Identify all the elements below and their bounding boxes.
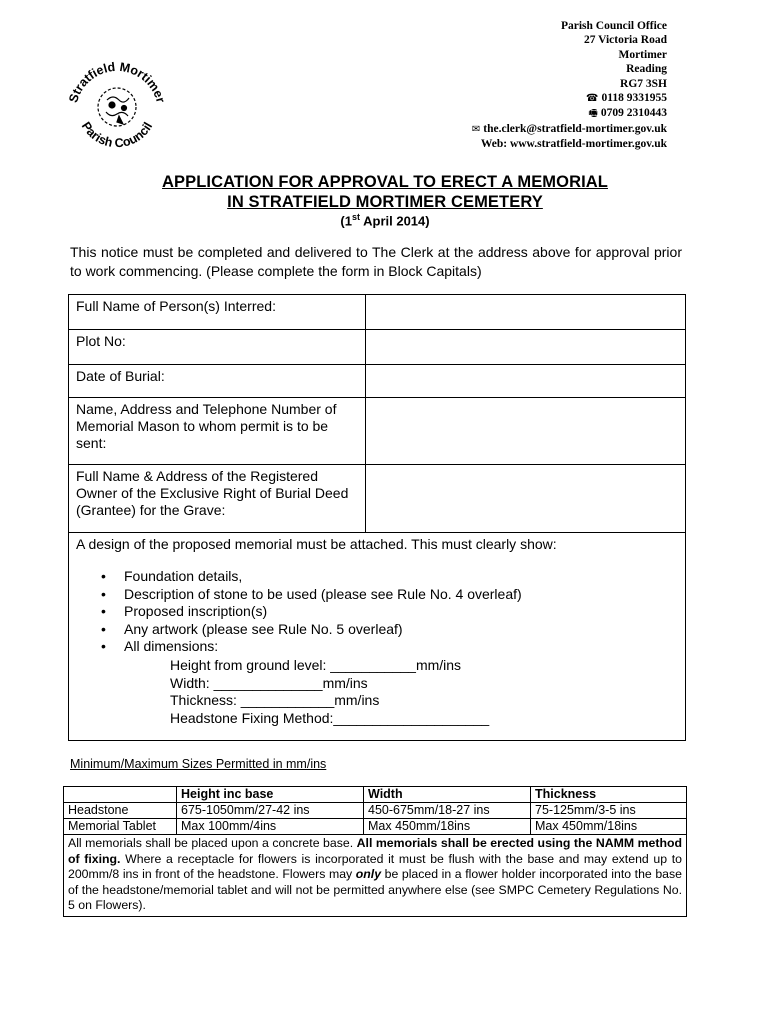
- sizes-heading: Minimum/Maximum Sizes Permitted in mm/ins: [70, 757, 327, 771]
- note-text: All memorials shall be placed upon a concrete base.: [68, 836, 357, 850]
- email-address[interactable]: the.clerk@stratfield-mortimer.gov.uk: [483, 122, 667, 135]
- email-line: [367, 122, 667, 137]
- application-form: [68, 294, 686, 533]
- list-item: • Description of stone to be used (please see Rule No. 4 overleaf): [99, 586, 522, 604]
- title-line-1: APPLICATION FOR APPROVAL TO ERECT A MEMORIAL: [162, 173, 608, 191]
- table-cell: Max 450mm/18ins: [364, 819, 531, 835]
- table-cell: Memorial Tablet: [64, 819, 177, 835]
- width-field[interactable]: Width: ______________mm/ins: [170, 674, 368, 691]
- telephone-icon: ☎: [586, 93, 599, 105]
- fax-line: [367, 106, 667, 121]
- sizes-note: [64, 835, 687, 917]
- effective-date: [0, 212, 770, 228]
- parish-council-logo: [62, 50, 172, 160]
- design-bullets: [99, 568, 522, 656]
- council-address: [367, 19, 667, 152]
- phone-line: [367, 91, 667, 106]
- list-item: • All dimensions:: [99, 638, 522, 656]
- form-row: [69, 295, 686, 330]
- dimension-fields: [170, 657, 489, 727]
- form-label: Plot No:: [69, 330, 366, 365]
- street: 27 Victoria Road: [583, 34, 667, 47]
- table-cell: 450-675mm/18-27 ins: [364, 803, 531, 819]
- table-row: [64, 803, 687, 819]
- office-name: Parish Council Office: [560, 20, 667, 32]
- burial-date-field[interactable]: [366, 365, 686, 398]
- form-label: Full Name of Person(s) Interred:: [69, 295, 366, 330]
- table-row: [64, 819, 687, 835]
- date-rest: April 2014): [359, 213, 430, 229]
- design-intro: A design of the proposed memorial must be attached. This must clearly show:: [76, 536, 557, 552]
- column-header: Width: [364, 787, 531, 803]
- table-cell: 75-125mm/3-5 ins: [531, 803, 687, 819]
- note-text: be placed in a flower holder incorporated into the base of the headstone/memorial tablet and will not be permitted anywhere else (see SMPC Cemetery Regulations No. 5 on Flowers).: [68, 867, 682, 913]
- locality: Mortimer: [618, 48, 667, 61]
- envelope-icon: ✉: [471, 123, 481, 135]
- date-open: (1: [340, 213, 352, 229]
- phone-number: 0118 9331955: [601, 92, 667, 105]
- table-cell: Headstone: [64, 803, 177, 819]
- postcode: RG7 3SH: [620, 77, 667, 90]
- sizes-table: [63, 786, 687, 917]
- column-header: Thickness: [531, 787, 687, 803]
- design-requirements: [68, 533, 686, 741]
- logo-emblem-icon: [98, 88, 136, 126]
- fax-number: 0709 2310443: [600, 107, 667, 120]
- svg-text:Parish Council: [79, 119, 156, 150]
- height-field[interactable]: Height from ground level: ___________mm/ins: [170, 657, 462, 673]
- date-suffix: st: [351, 212, 360, 222]
- mason-details-field[interactable]: [366, 398, 686, 465]
- table-cell: Max 450mm/18ins: [531, 819, 687, 835]
- form-row: [69, 398, 686, 465]
- fax-icon: 🖷: [588, 108, 598, 120]
- table-cell: 675-1050mm/27-42 ins: [177, 803, 364, 819]
- table-header-row: [64, 787, 687, 803]
- web-address[interactable]: Web: www.stratfield-mortimer.gov.uk: [480, 138, 667, 151]
- note-emphasis: only: [355, 867, 382, 882]
- grantee-details-field[interactable]: [366, 465, 686, 533]
- fixing-method-field[interactable]: Headstone Fixing Method:____________________: [170, 709, 490, 726]
- table-cell: Max 100mm/4ins: [177, 819, 364, 835]
- note-bold-text: All memorials shall be erected using the NAMM method of fixing.: [68, 836, 682, 866]
- table-row: [64, 835, 687, 917]
- logo-top-text: Stratfield Mortimer: [66, 59, 168, 105]
- form-row: [69, 330, 686, 365]
- list-item: • Proposed inscription(s): [99, 603, 522, 621]
- form-label: Name, Address and Telephone Number of Memorial Mason to whom permit is to be sent:: [69, 398, 366, 465]
- town: Reading: [626, 63, 667, 76]
- form-label: Date of Burial:: [69, 365, 366, 398]
- thickness-field[interactable]: Thickness: ____________mm/ins: [170, 692, 380, 709]
- column-header: Height inc base: [177, 787, 364, 803]
- intro-paragraph: This notice must be completed and delivered to The Clerk at the address above for approval prior to work commencing. (Please complete the form in Block Capitals): [70, 244, 682, 279]
- form-row: [69, 465, 686, 533]
- plot-number-field[interactable]: [366, 330, 686, 365]
- column-header: [64, 787, 177, 803]
- title-line-2: IN STRATFIELD MORTIMER CEMETERY: [227, 193, 543, 211]
- list-item: • Any artwork (please see Rule No. 5 overleaf): [99, 621, 522, 639]
- interred-name-field[interactable]: [366, 295, 686, 330]
- form-row: [69, 365, 686, 398]
- form-label: Full Name & Address of the Registered Owner of the Exclusive Right of Burial Deed (Grantee) for the Grave:: [69, 465, 366, 533]
- list-item: • Foundation details,: [99, 568, 522, 586]
- note-text: Where a receptacle for flowers is incorporated it must be flush with the base and may extend up to 200mm/8 ins in front of the headstone. Flowers may: [68, 851, 682, 882]
- logo-bottom-text: Parish Council: [78, 119, 156, 151]
